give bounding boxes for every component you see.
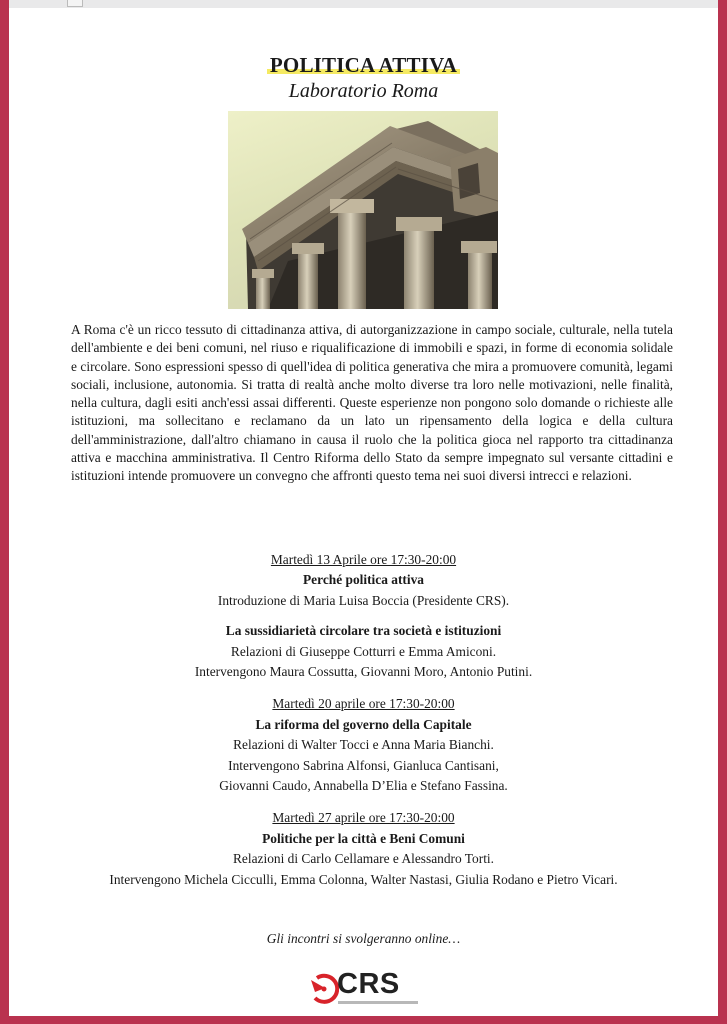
window-top-bar xyxy=(9,0,718,8)
session-line: Giovanni Caudo, Annabella D’Elia e Stefano Fassina. xyxy=(219,778,508,794)
session-line: Intervengono Sabrina Alfonsi, Gianluca Cantisani, xyxy=(228,757,499,773)
session-line: Relazioni di Walter Tocci e Anna Maria Bianchi. xyxy=(233,737,494,753)
tab-marker xyxy=(67,0,83,7)
session-line: Relazioni di Giuseppe Cotturri e Emma Amiconi. xyxy=(230,643,497,659)
document-subtitle: Laboratorio Roma xyxy=(288,80,439,102)
document-header xyxy=(9,54,718,102)
session-date: Martedì 20 aprile ore 17:30-20:00 xyxy=(272,696,455,712)
logo-tagline xyxy=(338,1001,418,1004)
intro-paragraph: A Roma c'è un ricco tessuto di cittadinanza attiva, di autorganizzazione in campo sociale, culturale, nella tutela dell'ambiente e dei beni comuni, nel riuso e riqualificazione di immobili e spazi, in forme di economia solidale e circolare. Sono espressioni spesso di quell'idea di politica generativa che mira a promuovere comunità, legami sociali, inclusione, autonomia. Si tratta di realtà anche molto diverse tra loro nelle motivazioni, nelle finalità, nella cultura, dagli esiti anch'essi assai differenti. Queste esperienze non pongono solo domande o richieste alle istituzioni, ma sollecitano e reclamano da un lato un ripensamento della logica e della cultura dell'amministrazione, dall'altro chiamano in causa il ruolo che la politica gioca nel rapporto tra cittadinanza attiva e macchina amministrativa. Il Centro Riforma dello Stato da sempre impegnato sul versante cittadini e istituzioni intende promuovere un convegno che affronti questo tema nei suoi diversi intrecci e relazioni. xyxy=(71,322,673,484)
session-line: Relazioni di Carlo Cellamare e Alessandro Torti. xyxy=(233,851,494,867)
session-heading: La riforma del governo della Capitale xyxy=(255,716,472,732)
session-heading: Politiche per la città e Beni Comuni xyxy=(262,830,465,846)
document-title: POLITICA ATTIVA xyxy=(267,54,460,76)
session-line: Intervengono Maura Cossutta, Giovanni Moro, Antonio Putini. xyxy=(194,664,533,680)
session-line: Introduzione di Maria Luisa Boccia (Presidente CRS). xyxy=(217,592,510,608)
session-line: Intervengono Michela Cicculli, Emma Colonna, Walter Nastasi, Giulia Rodano e Pietro Vicari. xyxy=(109,871,618,887)
document-page xyxy=(9,8,718,1016)
pantheon-portico-photo xyxy=(228,111,498,309)
session-date: Martedì 27 aprile ore 17:30-20:00 xyxy=(272,810,455,826)
session-heading: Perché politica attiva xyxy=(303,572,424,588)
online-note: Gli incontri si svolgeranno online… xyxy=(266,931,461,946)
logo-wordmark: CRS xyxy=(337,968,400,1000)
crs-logo-icon xyxy=(305,970,339,1006)
pantheon-illustration xyxy=(228,111,498,309)
session-heading: La sussidiarietà circolare tra società e istituzioni xyxy=(225,623,502,639)
crs-logo xyxy=(305,968,425,1008)
program-schedule xyxy=(9,550,718,890)
session-date: Martedì 13 Aprile ore 17:30-20:00 xyxy=(270,552,457,567)
